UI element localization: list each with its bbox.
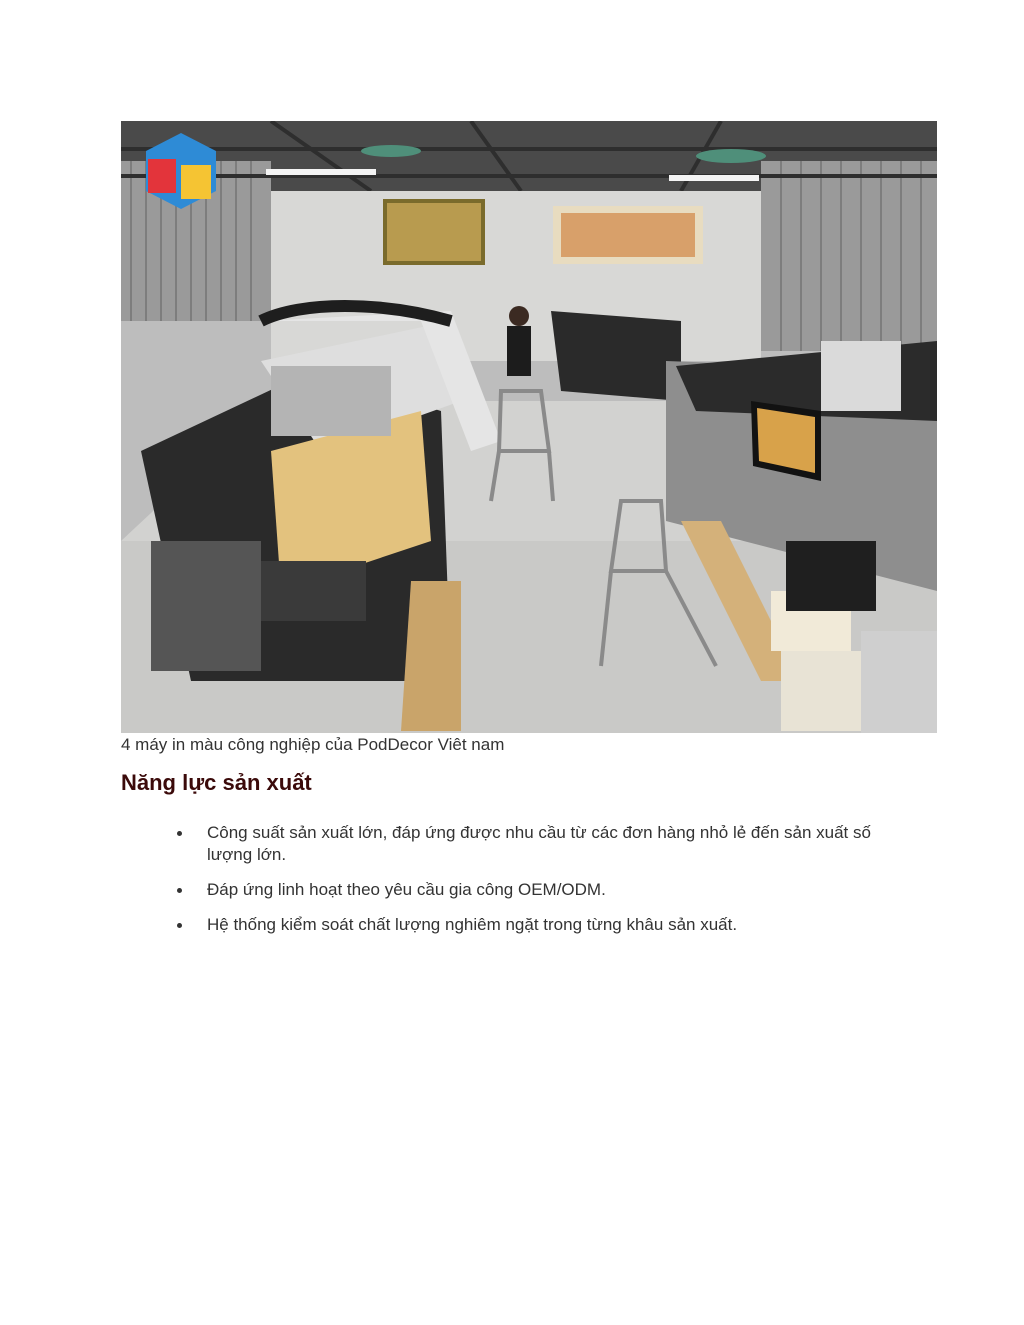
list-item — [175, 822, 915, 866]
list-item-text: Hệ thống kiểm soát chất lượng nghiêm ngặt trong từng khâu sản xuất. — [207, 915, 738, 934]
bullet-icon — [177, 888, 182, 893]
bullet-icon — [177, 831, 182, 836]
list-item-text: Đáp ứng linh hoạt theo yêu cầu gia công OEM/ODM. — [207, 880, 606, 899]
list-item — [175, 914, 915, 936]
factory-photo — [121, 121, 937, 733]
bullet-icon — [177, 923, 182, 928]
capability-list — [175, 822, 915, 949]
list-item — [175, 879, 915, 901]
figure-caption: 4 máy in màu công nghiệp của PodDecor Viêt nam — [121, 735, 505, 754]
section-heading: Năng lực sản xuất — [121, 770, 312, 795]
list-item-text: Công suất sản xuất lớn, đáp ứng được nhu cầu từ các đơn hàng nhỏ lẻ đến sản xuất số lượng lớn. — [207, 823, 871, 864]
